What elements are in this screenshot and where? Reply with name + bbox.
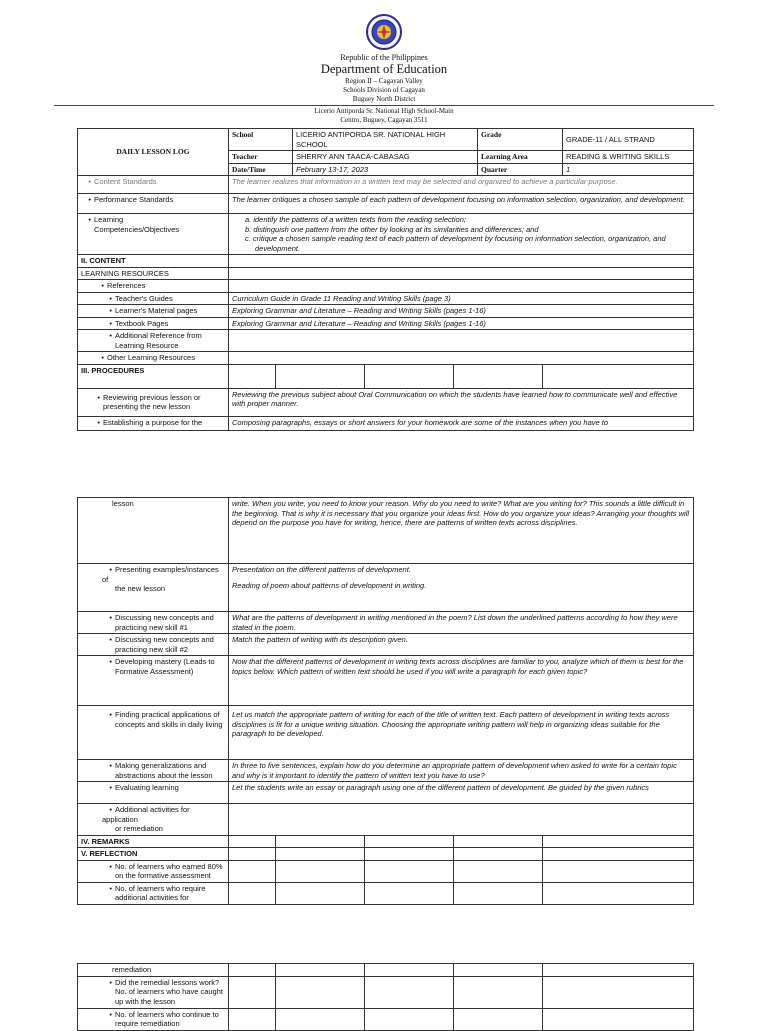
generalizations-value: In three to five sentences, explain how do you determine an appropriate pattern of development when asked to write for a certain topic and why is it important to identify the pattern of written text you have to use? (229, 760, 694, 782)
lesson-log-table-1b (77, 175, 694, 431)
require-activities-cell-2 (276, 882, 365, 904)
discussing-2-label: • Discussing new concepts and practicing new skill #2 (78, 634, 229, 656)
remarks-cell-1 (229, 835, 276, 848)
reflection-label: V. REFLECTION (78, 848, 229, 861)
competencies-label: • Learning Competencies/Objectives (78, 214, 229, 255)
school-label: School (229, 129, 293, 151)
presenting-value (229, 564, 694, 612)
require-activities-cell-1 (229, 882, 276, 904)
objective-c: critique a chosen sample reading text of each pattern of development by focusing on information selection, organization, and development. (252, 234, 666, 253)
date-value: February 13-17, 2023 (293, 163, 478, 176)
lesson-value: write. When you write, you need to know your reason. Why do you need to write? What are you writing for? This sounds a little difficult in the beginning. That is why it is necessary that you organize your ideas first. How do you organize your ideas? Arranging your thoughts will depend on the purpose you have for writing, hence, there are patterns of written texts across disciplines. (229, 498, 694, 564)
continue-remediation-cell-5 (543, 1008, 694, 1030)
other-resources-value (229, 352, 694, 365)
performance-standards-value: The learner critiques a chosen sample of each pattern of development focusing on information selection, organization, and development. (229, 194, 694, 214)
remediation-cell-5 (543, 964, 694, 977)
additional-reference-value (229, 330, 694, 352)
continue-remediation-cell-4 (454, 1008, 543, 1030)
content-section-value (229, 255, 694, 268)
procedures-label: III. PROCEDURES (78, 364, 229, 388)
resources-value (229, 267, 694, 280)
remediation-cell-1 (229, 964, 276, 977)
continue-remediation-cell-2 (276, 1008, 365, 1030)
remedial-work-label: • Did the remedial lessons work? No. of learners who have caught up with the lesson (78, 976, 229, 1008)
remarks-cell-5 (543, 835, 694, 848)
reviewing-value: Reviewing the previous subject about Oral Communication on which the students have learned how to communicate well and effective with proper manner. (229, 388, 694, 416)
references-label: • References (78, 280, 229, 293)
evaluating-label: • Evaluating learning (78, 782, 229, 804)
remarks-cell-4 (454, 835, 543, 848)
objective-b: distinguish one pattern from the other by looking at its similarities and differences; and (253, 224, 539, 234)
performance-standards-label: • Performance Standards (78, 194, 229, 214)
remedial-work-cell-2 (276, 976, 365, 1008)
district-text: Buguey North District (352, 95, 416, 103)
republic-text: Republic of the Philippines (340, 53, 428, 62)
remediation-cell-4 (454, 964, 543, 977)
additional-activities-label: • Additional activities for application or remediation (78, 804, 229, 836)
quarter-value: 1 (563, 163, 694, 176)
require-activities-cell-4 (454, 882, 543, 904)
remedial-work-cell-3 (365, 976, 454, 1008)
teachers-guides-label: • Teacher's Guides (78, 292, 229, 305)
resources-label: LEARNING RESOURCES (78, 267, 229, 280)
remediation-cell-3 (365, 964, 454, 977)
presenting-value-2: Reading of poem about patterns of development in writing. (232, 580, 427, 590)
additional-activities-value (229, 804, 694, 836)
remediation-label: remediation (78, 964, 229, 977)
region-text: Region II – Cagayan Valley (345, 77, 423, 85)
require-activities-cell-3 (365, 882, 454, 904)
earned-80-cell-1 (229, 860, 276, 882)
evaluating-value: Let the students write an essay or paragraph using one of the different pattern of development. Be guided by the given rubrics (229, 782, 694, 804)
learning-area-value: READING & WRITING SKILLS (563, 151, 694, 164)
teachers-guides-value: Curriculum Guide in Grade 11 Reading and Writing Skills (page 3) (229, 292, 694, 305)
department-title: Department of Education (320, 62, 448, 76)
practical-label: • Finding practical applications of concepts and skills in daily living (78, 706, 229, 760)
teacher-label: Teacher (229, 151, 293, 164)
mastery-value: Now that the different patterns of development in writing texts across disciplines are familiar to you, analyze which of them is best for the topics below. Which pattern of written text should be used if you will write a paragraph for each given topic? (229, 656, 694, 706)
lesson-log-table-3 (77, 963, 694, 1031)
reviewing-label: • Reviewing previous lesson or presenting the new lesson (78, 388, 229, 416)
grade-value: GRADE-11 / ALL STRAND (563, 129, 694, 151)
lesson-log-table-2 (77, 497, 694, 905)
lesson-log-table-1 (77, 128, 694, 176)
remarks-label: IV. REMARKS (78, 835, 229, 848)
require-activities-label: • No. of learners who require additional activities for (78, 882, 229, 904)
lesson-log-page-1 (77, 128, 693, 432)
earned-80-cell-4 (454, 860, 543, 882)
reflection-cell-5 (543, 848, 694, 861)
earned-80-label: • No. of learners who earned 80% on the formative assessment (78, 860, 229, 882)
references-value (229, 280, 694, 293)
continue-remediation-label: • No. of learners who continue to require remediation (78, 1008, 229, 1030)
continue-remediation-cell-3 (365, 1008, 454, 1030)
mastery-label: • Developing mastery (Leads to Formative Assessment) (78, 656, 229, 706)
content-standards-label: • Content Standards (78, 176, 229, 194)
textbook-pages-label: • Textbook Pages (78, 317, 229, 330)
reflection-cell-3 (365, 848, 454, 861)
reflection-cell-1 (229, 848, 276, 861)
presenting-value-1: Presentation on the different patterns of development. (232, 565, 411, 574)
remarks-cell-2 (276, 835, 365, 848)
procedures-cell-3 (365, 364, 454, 388)
discussing-2-value: Match the pattern of writing with its description given. (229, 634, 694, 656)
teacher-value: SHERRY ANN TAACA-CABASAG (293, 151, 478, 164)
lesson-log-page-3 (77, 963, 693, 1028)
dll-title: DAILY LESSON LOG (78, 129, 229, 176)
learning-area-label: Learning Area (478, 151, 563, 164)
header-divider (54, 105, 714, 106)
textbook-pages-value: Exploring Grammar and Literature – Reading and Writing Skills (pages 1-16) (229, 317, 694, 330)
grade-label: Grade (478, 129, 563, 151)
purpose-label: • Establishing a purpose for the (78, 416, 229, 430)
remedial-work-cell-4 (454, 976, 543, 1008)
discussing-1-value: What are the patterns of development in writing mentioned in the poem? List down the underlined patterns according to how they were stated in the poem. (229, 612, 694, 634)
learners-material-label: • Learner's Material pages (78, 305, 229, 318)
remedial-work-cell-5 (543, 976, 694, 1008)
procedures-cell-1 (229, 364, 276, 388)
objective-a: identify the patterns of a written texts from the reading selection; (253, 215, 466, 224)
purpose-value: Composing paragraphs, essays or short answers for your homework are some of the instances when you have to (229, 416, 694, 430)
procedures-cell-2 (276, 364, 365, 388)
remarks-cell-3 (365, 835, 454, 848)
division-text: Schools Division of Cagayan (343, 86, 425, 94)
earned-80-cell-2 (276, 860, 365, 882)
require-activities-cell-5 (543, 882, 694, 904)
discussing-1-label: • Discussing new concepts and practicing new skill #1 (78, 612, 229, 634)
remedial-work-cell-1 (229, 976, 276, 1008)
content-section-label: II. CONTENT (78, 255, 229, 268)
additional-reference-label: • Additional Reference from Learning Resource (78, 330, 229, 352)
school-name-line: Licerio Antiporda Sr. National High School-Main (314, 107, 454, 115)
quarter-label: Quarter (478, 163, 563, 176)
earned-80-cell-5 (543, 860, 694, 882)
reflection-cell-4 (454, 848, 543, 861)
reflection-cell-2 (276, 848, 365, 861)
other-resources-label: • Other Learning Resources (78, 352, 229, 365)
lesson-label: lesson (78, 498, 229, 564)
date-label: Date/Time (229, 163, 293, 176)
objectives-list: a. identify the patterns of a written texts from the reading selection; b. distinguish one pattern from the other by looking at its similarities and differences; and c. critique a chosen sample reading text of each pattern of development by focusing on information selection, organization, and development. (229, 214, 694, 255)
procedures-cell-5 (543, 364, 694, 388)
presenting-label: • Presenting examples/instances of the new lesson (78, 564, 229, 612)
procedures-cell-4 (454, 364, 543, 388)
remediation-cell-2 (276, 964, 365, 977)
generalizations-label: • Making generalizations and abstractions about the lesson (78, 760, 229, 782)
earned-80-cell-3 (365, 860, 454, 882)
school-address-line: Centro, Buguey, Cagayan 3511 (340, 116, 428, 124)
learners-material-value: Exploring Grammar and Literature – Reading and Writing Skills (pages 1-16) (229, 305, 694, 318)
practical-value: Let us match the appropriate pattern of writing for each of the title of written text. Each pattern of development in writing texts across disciplines is fit for a unique writing situation. Choosing the appropriate writing pattern will help in organizing ideas suitable for the paragraph to be developed. (229, 706, 694, 760)
content-standards-value: The learner realizes that information in a written text may be selected and organized to achieve a particular purpose. (229, 176, 694, 194)
school-value: LICERIO ANTIPORDA SR. NATIONAL HIGH SCHOOL (293, 129, 478, 151)
lesson-log-page-2 (77, 497, 693, 902)
deped-seal-icon (366, 14, 402, 50)
continue-remediation-cell-1 (229, 1008, 276, 1030)
